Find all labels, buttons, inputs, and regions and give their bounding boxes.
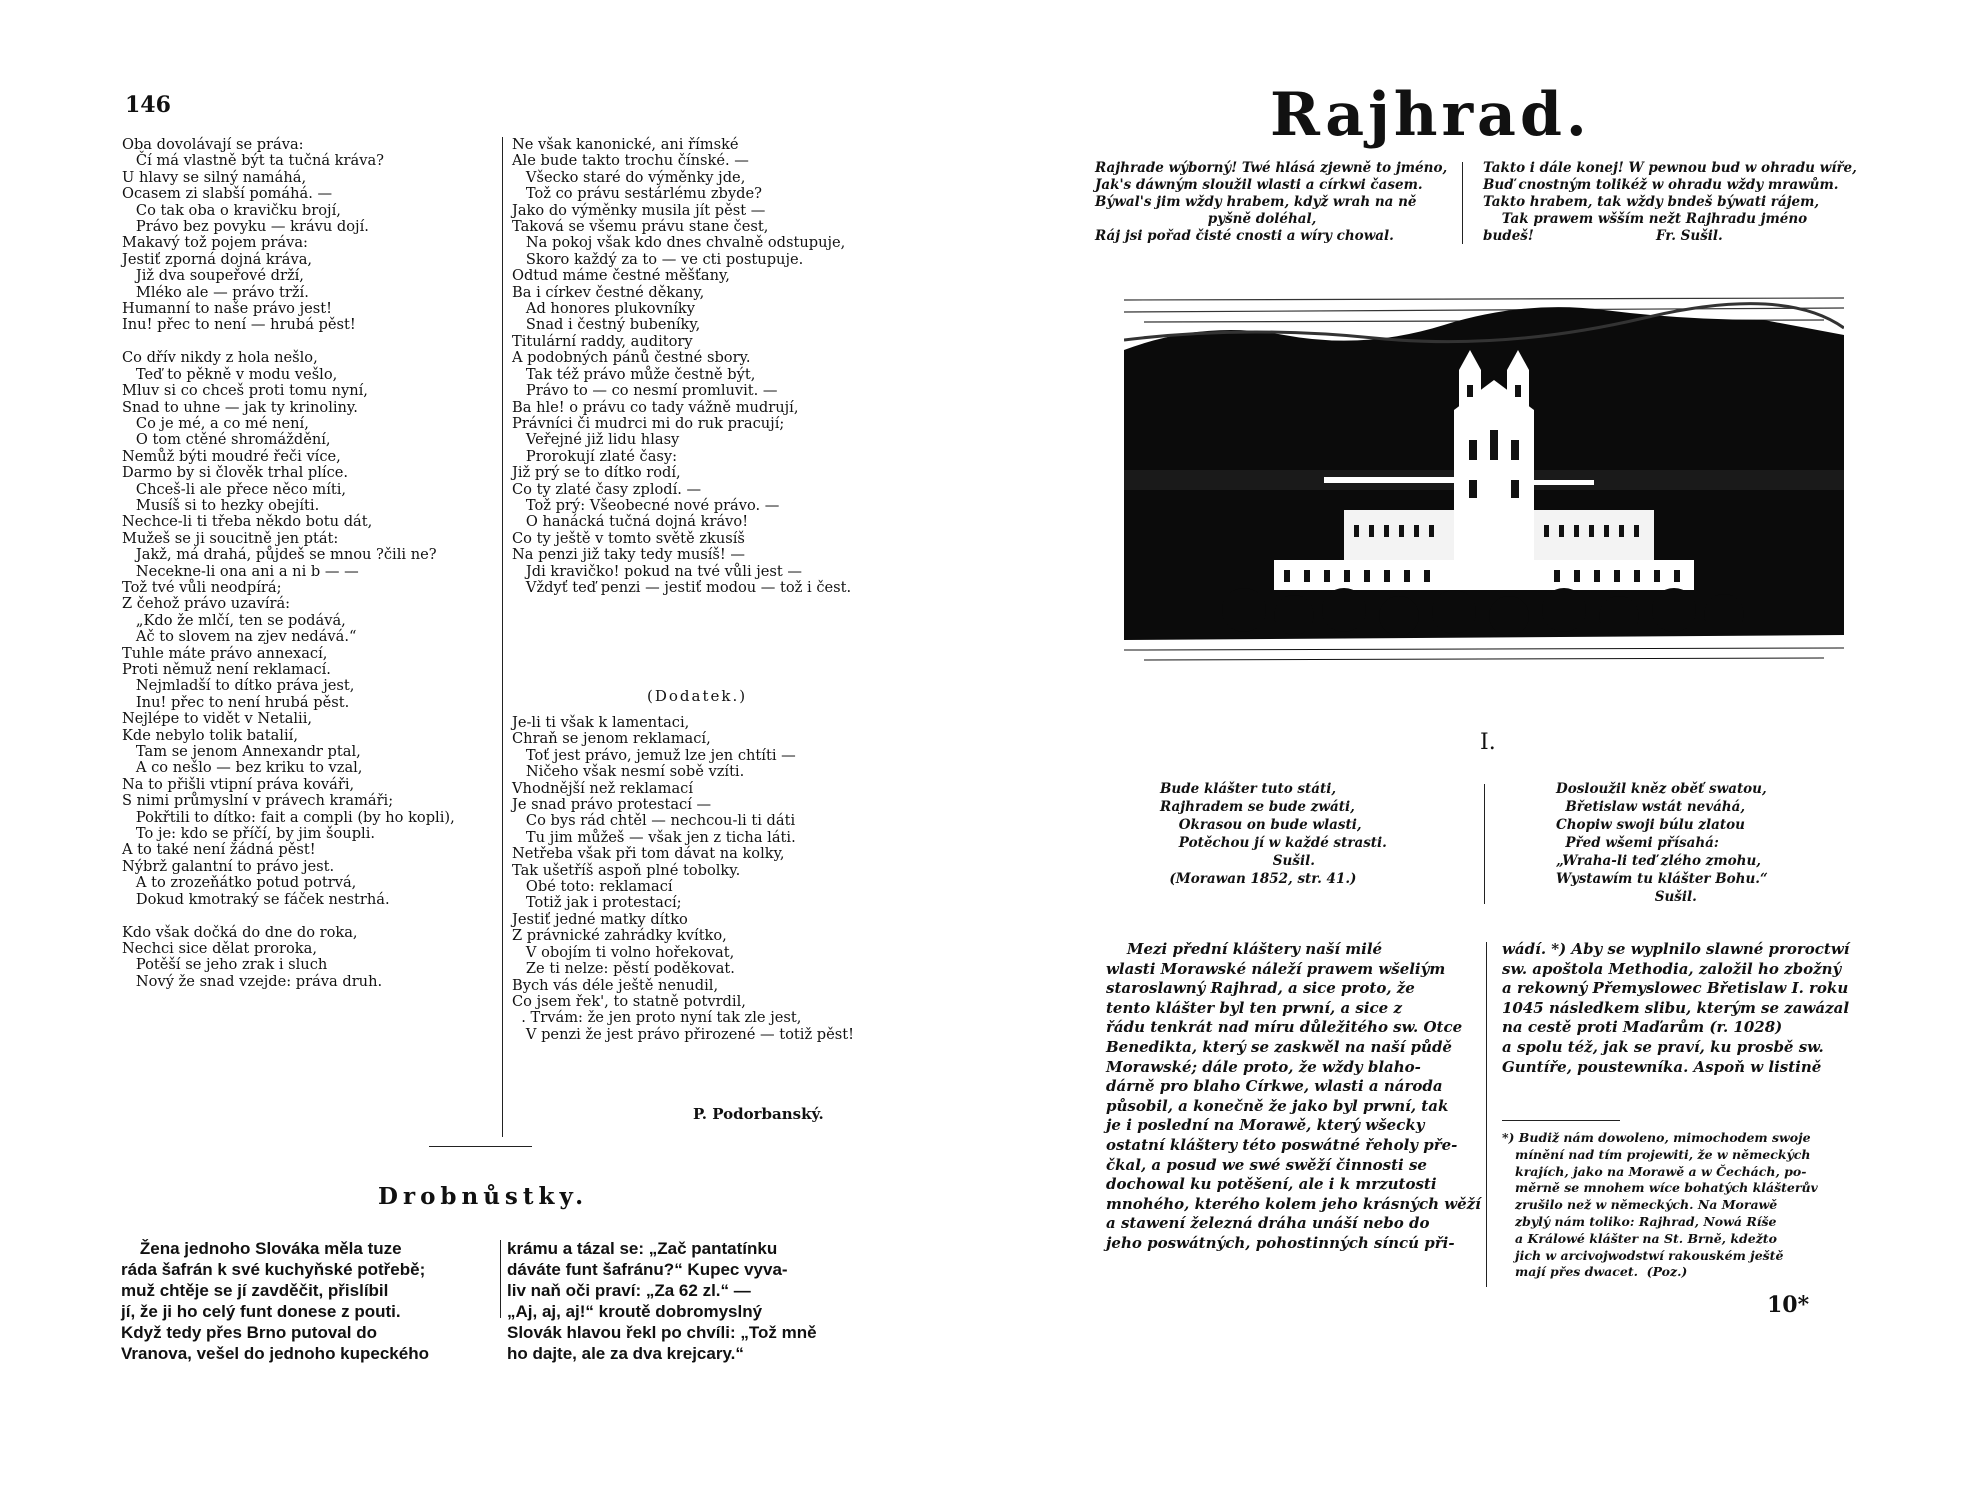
body-line: řádu tenkrát nad míru důležitého sw. Otce bbox=[1106, 1018, 1463, 1037]
body-line: čkal, a posud we swé swěží činnosti se bbox=[1106, 1155, 1427, 1174]
poem-line: A co nešlo — bez kriku to vzal, bbox=[122, 759, 363, 777]
poem-line: Musíš si to hezky obejíti. bbox=[122, 496, 320, 514]
poem-line: Ad honores plukovníky bbox=[512, 300, 695, 318]
poem-line bbox=[122, 908, 502, 924]
page-number: 146 bbox=[125, 92, 171, 118]
poem-line: Vždyť teď penzi — jestiť modou — tož i čest. bbox=[512, 578, 852, 596]
body-line: dochowal ku potěšení, ale i k mrzutosti bbox=[1106, 1175, 1437, 1194]
column-divider bbox=[1462, 162, 1463, 244]
poem-line: Mužeš se ji soucitně jen ptát: bbox=[122, 529, 339, 547]
poem-column-right-top bbox=[512, 137, 892, 596]
poem-line: Chraň se jenom reklamací, bbox=[512, 730, 711, 748]
body-line: Benedikta, který se zaskwěl na naší půdě bbox=[1106, 1037, 1452, 1056]
poem-line: Všecko staré do výměnky jde, bbox=[512, 168, 746, 186]
poem-line: Právo to — co nesmí promluvit. — bbox=[512, 382, 778, 400]
poem-line: Nemůž býti moudré řeči více, bbox=[122, 447, 341, 465]
poem-line: Je snad právo protestací — bbox=[512, 796, 712, 814]
verse-line: Rajhradem se bude zwáti, bbox=[1160, 799, 1355, 815]
poem-column-right-bottom bbox=[512, 715, 892, 1043]
verse-line: Okrasou on bude wlasti, bbox=[1160, 817, 1362, 833]
body-line: a rekowný Přemyslowec Břetislaw I. roku bbox=[1502, 979, 1849, 998]
poem-line: Chceš-li ale přece něco míti, bbox=[122, 480, 347, 498]
poem-line: Na pokoj však kdo dnes chvalně odstupuje, bbox=[512, 234, 846, 252]
poem-line: Co jsem řek', to statně potvrdil, bbox=[512, 992, 746, 1010]
poem-line bbox=[122, 334, 502, 350]
body-line: staroslawný Rajhrad, a sice proto, že bbox=[1106, 979, 1415, 998]
poem-line: Toť jest právo, jemuž lze jen chtíti — bbox=[512, 746, 796, 764]
anecdote-line: Slovák hlavou řekl po chvíli: „Tož mně bbox=[507, 1323, 817, 1342]
dedication-verse-left bbox=[1095, 160, 1447, 245]
poem-line: Nejmladší to dítko práva jest, bbox=[122, 677, 355, 695]
verse-line: Sušil. bbox=[1160, 853, 1315, 869]
footnote-line: mínění nad tím projewiti, že w německých bbox=[1502, 1146, 1811, 1162]
verse-line: Před wšemi přísahá: bbox=[1556, 835, 1719, 851]
verse-line: pyšně doléhal, bbox=[1095, 211, 1317, 227]
poem-line: Snad to uhne — jak ty krinoliny. bbox=[122, 398, 358, 416]
footnote-divider bbox=[1502, 1120, 1620, 1121]
poem-line: Bych vás déle ještě nenudil, bbox=[512, 976, 719, 994]
poem-line: Co ty ještě v tomto světě zkusíš bbox=[512, 529, 745, 547]
poem-line: Nýbrž galantní to právo jest. bbox=[122, 857, 335, 875]
body-line: 1045 následkem slibu, kterým se zawázal bbox=[1502, 998, 1850, 1017]
anecdote-line: liv naň oči praví: „Za 62 zl.“ — bbox=[507, 1281, 751, 1300]
poem-line: Totiž jak i protestací; bbox=[512, 894, 682, 912]
body-line: a stawení železná dráha unáší nebo do bbox=[1106, 1214, 1430, 1233]
poem-line: S nimi průmyslní v právech kramáři; bbox=[122, 792, 394, 810]
poem-line: Kde nebylo tolik batalií, bbox=[122, 726, 298, 744]
verse-line: Wystawím tu klášter Bohu.“ bbox=[1556, 871, 1768, 887]
anecdote-line: krámu a tázal se: „Zač pantatínku bbox=[507, 1239, 778, 1258]
poem-line: V penzi že jest právo přirozené — totiž pěst! bbox=[512, 1025, 854, 1043]
poem-line: A podobných pánů čestné sbory. bbox=[512, 349, 751, 367]
poem-line: Potěší se jeho zrak i sluch bbox=[122, 956, 328, 974]
body-line: a spolu též, jak se praví, ku prosbě sw. bbox=[1502, 1037, 1824, 1056]
poem-line: Netřeba však při tom dávat na kolky, bbox=[512, 845, 785, 863]
verse-line: Tak prawem wšším nežt Rajhradu jméno bbox=[1483, 211, 1808, 227]
footnote-line: a Králowé klášter na St. Brně, kdežto bbox=[1502, 1230, 1777, 1246]
verse-line: Rajhrade wýborný! Twé hlásá zjewně to jméno, bbox=[1095, 160, 1448, 176]
poem-line: Tam se jenom Annexandr ptal, bbox=[122, 743, 361, 761]
poem-line: Teď to pěkně v modu vešlo, bbox=[122, 365, 338, 383]
article-body-right bbox=[1502, 940, 1849, 1077]
poem-line: Již dva soupeřové drží, bbox=[122, 267, 304, 285]
article-body-left bbox=[1106, 940, 1481, 1254]
poem-line: A to zrozeňátko potud potrvá, bbox=[122, 874, 357, 892]
poem-line: Tož co právu sestárlému zbyde? bbox=[512, 185, 762, 203]
poem-line: Ocasem zi slabší pomáhá. — bbox=[122, 185, 333, 203]
poem-line: Ba i církev čestné děkany, bbox=[512, 283, 705, 301]
section-divider bbox=[429, 1146, 532, 1147]
body-line: Morawské; dále proto, že wždy blaho- bbox=[1106, 1057, 1421, 1076]
footnote-line: mají přes dwacet. (Poz.) bbox=[1502, 1264, 1688, 1280]
poem-line: Jdi kravičko! pokud na tvé vůli jest — bbox=[512, 562, 802, 580]
poem-line: Skoro každý za to — ve cti postupuje. bbox=[512, 250, 804, 268]
poem-line: Odtud máme čestné měšťany, bbox=[512, 267, 730, 285]
poem-line: Ze ti nelze: pěstí poděkovat. bbox=[512, 960, 735, 978]
poem-line: Ač to slovem na zjev nedává.“ bbox=[122, 628, 357, 646]
poem-line: Kdo však dočká do dne do roka, bbox=[122, 923, 358, 941]
anecdote-line: Vranova, vešel do jednoho kupeckého bbox=[121, 1344, 429, 1363]
body-line: dárně pro blaho Církwe, wlasti a národa bbox=[1106, 1077, 1443, 1096]
body-line: působil, a konečně že jako byl prwní, tak bbox=[1106, 1096, 1449, 1115]
verse-line: Jak's dáwným sloužil wlasti a církwi časem. bbox=[1095, 177, 1423, 193]
poem-line: Co tak oba o kravičku brojí, bbox=[122, 201, 341, 219]
poem-line: Obé toto: reklamací bbox=[512, 878, 673, 896]
column-divider bbox=[1484, 784, 1485, 904]
verse-line: budeš! Fr. Sušil. bbox=[1483, 228, 1723, 244]
dedication-verse-right bbox=[1483, 160, 1857, 245]
section-heading-drobnustky: Drobnůstky. bbox=[378, 1183, 589, 1210]
poem-line: Mléko ale — právo trží. bbox=[122, 283, 309, 301]
column-divider bbox=[1486, 942, 1487, 1287]
poem-line: Inu! přec to není — hrubá pěst! bbox=[122, 316, 356, 334]
body-line: wlasti Morawské náleží prawem wšeliým bbox=[1106, 959, 1446, 978]
poem-line: A to také není žádná pěst! bbox=[122, 841, 316, 859]
verse-line: Takto hrabem, tak wždy bndeš býwati rájem, bbox=[1483, 194, 1820, 210]
poem-line: Na to přišli vtipní práva kováři, bbox=[122, 775, 355, 793]
poem-line: Jestiť jedné matky dítko bbox=[512, 910, 688, 928]
body-line: Mezi přední kláštery naší milé bbox=[1106, 940, 1383, 958]
verse-line: Břetislaw wstát neváhá, bbox=[1556, 799, 1746, 815]
poem-line: Ne však kanonické, ani římské bbox=[512, 136, 739, 153]
poem-line: Inu! přec to není hrubá pěst. bbox=[122, 693, 350, 711]
body-line: mnohého, kterého kolem jeho krásných wěží bbox=[1106, 1194, 1481, 1213]
poem-line: Právo bez povyku — krávu dojí. bbox=[122, 218, 369, 236]
footnote-line: *) Budiž nám dowoleno, mimochodem swoje bbox=[1502, 1130, 1811, 1145]
poem-line: Nejlépe to vidět v Netalii, bbox=[122, 710, 313, 728]
poem-line: Čí má vlastně být ta tučná kráva? bbox=[122, 152, 384, 170]
poem-line: Prorokují zlaté časy: bbox=[512, 447, 678, 465]
poem-line: Nechci sice dělat proroka, bbox=[122, 939, 317, 957]
poem-line: Nový že snad vzejde: práva druh. bbox=[122, 972, 383, 990]
poem-line: Taková se všemu právu stane čest, bbox=[512, 218, 769, 236]
poem-line: Jako do výměnky musila jít pěst — bbox=[512, 201, 766, 219]
poem-line: Ale bude takto trochu čínské. — bbox=[512, 152, 749, 170]
anecdote-line: ráda šafrán k své kuchyňské potřebě; bbox=[121, 1260, 426, 1279]
anecdote-column-right bbox=[507, 1238, 817, 1364]
addendum-title: (Dodatek.) bbox=[647, 687, 748, 705]
poem-line: Proti němuž není reklamací. bbox=[122, 661, 331, 678]
poem-line: Snad i čestný bubeníky, bbox=[512, 316, 701, 334]
poem-line: Ba hle! o právu co tady vážně mudrují, bbox=[512, 398, 799, 416]
poem-line: Právníci či mudrci mi do ruk pracují; bbox=[512, 414, 785, 432]
epigraph-verse-right bbox=[1556, 780, 1768, 906]
footnote-line: zrušilo než w německých. Na Morawě bbox=[1502, 1197, 1778, 1213]
body-line: wádí. *) Aby se wyplnilo slawné proroctwí bbox=[1502, 940, 1850, 958]
poem-line: Veřejné již lidu hlasy bbox=[512, 431, 680, 449]
body-line: je i poslední na Morawě, který wšecky bbox=[1106, 1116, 1425, 1135]
anecdote-line: jí, že ji ho celý funt donese z pouti. bbox=[121, 1302, 401, 1321]
body-line: na cestě proti Maďarům (r. 1028) bbox=[1502, 1018, 1783, 1037]
poem-line: Tu jim můžeš — však jen z ticha láti. bbox=[512, 828, 796, 846]
anecdote-line: muž chtěje se jí zavděčit, přislíbil bbox=[121, 1281, 389, 1300]
poem-line: Na penzi již taky tedy musíš! — bbox=[512, 546, 746, 564]
footnote-line: měrně se mnohem wíce bohatých klášterův bbox=[1502, 1180, 1818, 1196]
poem-line: Oba dovolávají se práva: bbox=[122, 136, 304, 153]
poem-line: Co je mé, a co mé není, bbox=[122, 414, 309, 432]
anecdote-line: Žena jednoho Slováka měla tuze bbox=[121, 1239, 402, 1258]
anecdote-line: „Aj, aj, aj!“ kroutě dobromyslný bbox=[507, 1302, 763, 1321]
poem-line: Z právnické zahrádky kvítko, bbox=[512, 927, 727, 945]
poem-line: Tuhle máte právo annexací, bbox=[122, 644, 328, 662]
poem-line: Mluv si co chceš proti tomu nyní, bbox=[122, 382, 368, 400]
verse-line: „Wraha-li teď zlého zmohu, bbox=[1556, 853, 1761, 869]
body-line: ostatní kláštery této poswátné řeholy pře- bbox=[1106, 1135, 1458, 1154]
poem-line: Titulární raddy, auditory bbox=[512, 332, 693, 350]
verse-line: Bude klášter tuto státi, bbox=[1160, 781, 1337, 797]
anecdote-line: Když tedy přes Brno putoval do bbox=[121, 1323, 377, 1342]
anecdote-line: ho dajte, ale za dva krejcary.“ bbox=[507, 1344, 744, 1363]
body-line: jeho poswátných, pohostinných síncú při- bbox=[1106, 1233, 1455, 1252]
poem-line: Již prý se to dítko rodí, bbox=[512, 464, 681, 482]
poem-line: V obojím ti volno hořekovat, bbox=[512, 943, 735, 961]
poem-line: Dokud kmotraký se fáček nestrhá. bbox=[122, 890, 390, 908]
article-title: Rajhrad. bbox=[1270, 80, 1591, 150]
sheet-signature: 10* bbox=[1767, 1292, 1810, 1318]
poem-line: Necekne-li ona ani a ni b — — bbox=[122, 562, 359, 580]
anecdote-column-left bbox=[121, 1238, 429, 1364]
poem-line: O tom ctěné shromáždění, bbox=[122, 431, 331, 449]
poem-line: Tak ušetříš aspoň plné tobolky. bbox=[512, 861, 741, 879]
poem-line: Co ty zlaté časy zplodí. — bbox=[512, 480, 702, 498]
poem-line: „Kdo že mlčí, ten se podává, bbox=[122, 611, 346, 629]
footnote-line: krajích, jako na Morawě a w Čechách, po- bbox=[1502, 1163, 1807, 1179]
section-number: I. bbox=[1480, 730, 1496, 755]
poem-line: Jestiť zporná dojná kráva, bbox=[122, 250, 313, 268]
verse-line: Takto i dále konej! W pewnou bud w ohradu wíře, bbox=[1483, 160, 1857, 176]
verse-line: Chopiw swoji búlu zlatou bbox=[1556, 817, 1745, 833]
poem-column-left bbox=[122, 137, 502, 990]
engraving-rajhrad-monastery bbox=[1124, 280, 1844, 688]
footnote-line: jich w arcivojwodstwí rakouském ještě bbox=[1502, 1247, 1784, 1263]
body-line: tento klášter byl ten prwní, a sice z bbox=[1106, 998, 1402, 1017]
verse-line: Ráj jsi pořad čisté cnosti a wíry chowal. bbox=[1095, 228, 1394, 244]
body-line: Guntíře, poustewníka. Aspoň w listině bbox=[1502, 1057, 1822, 1076]
verse-line: Buď cnostným tolikéž w ohradu wždy mrawům. bbox=[1483, 177, 1839, 193]
poem-signature: P. Podorbanský. bbox=[693, 1105, 824, 1123]
poem-line: Darmo by si člověk trhal plíce. bbox=[122, 464, 349, 482]
poem-line: U hlavy se silný namáhá, bbox=[122, 168, 307, 186]
poem-line: Makavý tož pojem práva: bbox=[122, 234, 308, 252]
poem-line: Tož prý: Všeobecné nové právo. — bbox=[512, 496, 780, 514]
poem-line: Co bys rád chtěl — nechcou-li ti dáti bbox=[512, 812, 796, 830]
body-line: sw. apoštola Methodia, založil ho zbožný bbox=[1502, 959, 1842, 978]
poem-line: Co dřív nikdy z hola nešlo, bbox=[122, 349, 318, 367]
poem-line: Z čehož právo uzavírá: bbox=[122, 595, 291, 613]
poem-line: Tak též právo může čestně být, bbox=[512, 365, 756, 383]
footnote bbox=[1502, 1130, 1818, 1281]
poem-line: Ničeho však nesmí sobě vzíti. bbox=[512, 763, 745, 781]
verse-line: Dosloužil kněz oběť swatou, bbox=[1556, 781, 1767, 797]
poem-line: Humanní to naše právo jest! bbox=[122, 300, 332, 318]
poem-line: Pokřtili to dítko: fait a compli (by ho kopli), bbox=[122, 808, 455, 826]
verse-line: Býwal's jim wždy hrabem, když wrah na ně bbox=[1095, 194, 1417, 210]
poem-line: Je-li ti však k lamentaci, bbox=[512, 714, 690, 731]
poem-line: . Trvám: že jen proto nyní tak zle jest, bbox=[512, 1009, 802, 1027]
anecdote-line: dáváte funt šafránu?“ Kupec vyva- bbox=[507, 1260, 788, 1279]
verse-line: (Morawan 1852, str. 41.) bbox=[1160, 871, 1357, 887]
poem-line: Nechce-li ti třeba někdo botu dát, bbox=[122, 513, 373, 531]
poem-line: Tož tvé vůli neodpírá; bbox=[122, 578, 282, 596]
column-divider bbox=[502, 137, 503, 1137]
epigraph-verse-left bbox=[1160, 780, 1387, 888]
poem-line: O hanácká tučná dojná krávo! bbox=[512, 513, 749, 531]
poem-line: To je: kdo se příčí, by jim šoupli. bbox=[122, 825, 376, 843]
column-divider bbox=[500, 1240, 501, 1318]
poem-line: Jakž, má drahá, půjdeš se mnou ?čili ne? bbox=[122, 546, 437, 564]
footnote-line: zbylý nám toliko: Rajhrad, Nowá Ríše bbox=[1502, 1213, 1777, 1229]
poem-line: Vhodnější než reklamací bbox=[512, 779, 693, 797]
verse-line: Potěchou jí w každé strasti. bbox=[1160, 835, 1387, 851]
verse-line: Sušil. bbox=[1556, 889, 1697, 905]
